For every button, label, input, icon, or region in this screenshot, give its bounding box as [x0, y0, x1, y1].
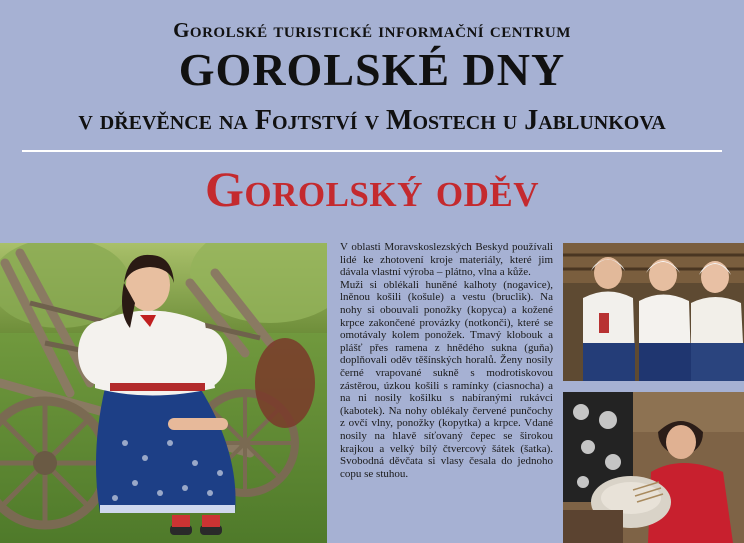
article-paragraph: Muži si oblékali huněné kalhoty (nogavice), lněnou košili (košule) a vestu (bruclik). Na nohy si obouvali ponožky (kopyca) a kožené krpce zakončené provázky (notkonči), které se omotávaly kolem ponožek. Tmavý klobouk a plášť přes ramena z hnědého sukna (guňa) doplňovali oděv těšínských horalů. Ženy nosily černé vrapované sukně s modrotiskovou zástěrou, úzkou košili s ramínky (ciasnocha) a na ni nosily košilku s nabíranými rukávci (kabotek). Na nohy oblékaly červené punčochy z ovčí vlny, ponožky (kopytka) a krpce. Vdané nosily na hlavě síťovaný čepec se širokou krajkou a velký bílý čtvercový šátek (šatka). Svobodná děvčata si vlasy česala do jednoho copu se stuhou.: [340, 278, 553, 480]
article-paragraph: V oblasti Moravskoslezských Beskyd používali lidé ke zhotovení kroje materiály, které jim dávala vlastní výroba – plátno, vlna a kůže.: [340, 241, 553, 279]
header-subtitle: Gorolské turistické informační centrum: [173, 18, 571, 42]
article-text: [340, 241, 553, 543]
header-divider: [22, 150, 722, 152]
header-location: v dřevěnce na Fojtství v Mostech u Jablunkova: [78, 105, 666, 136]
section-title: Gorolský oděv: [204, 161, 540, 217]
header-title: GOROLSKÉ DNY: [178, 44, 566, 95]
photo-women-in-costume: [563, 243, 744, 381]
photo-girl-in-costume: [0, 243, 327, 543]
photo-lace-making: [563, 392, 744, 543]
